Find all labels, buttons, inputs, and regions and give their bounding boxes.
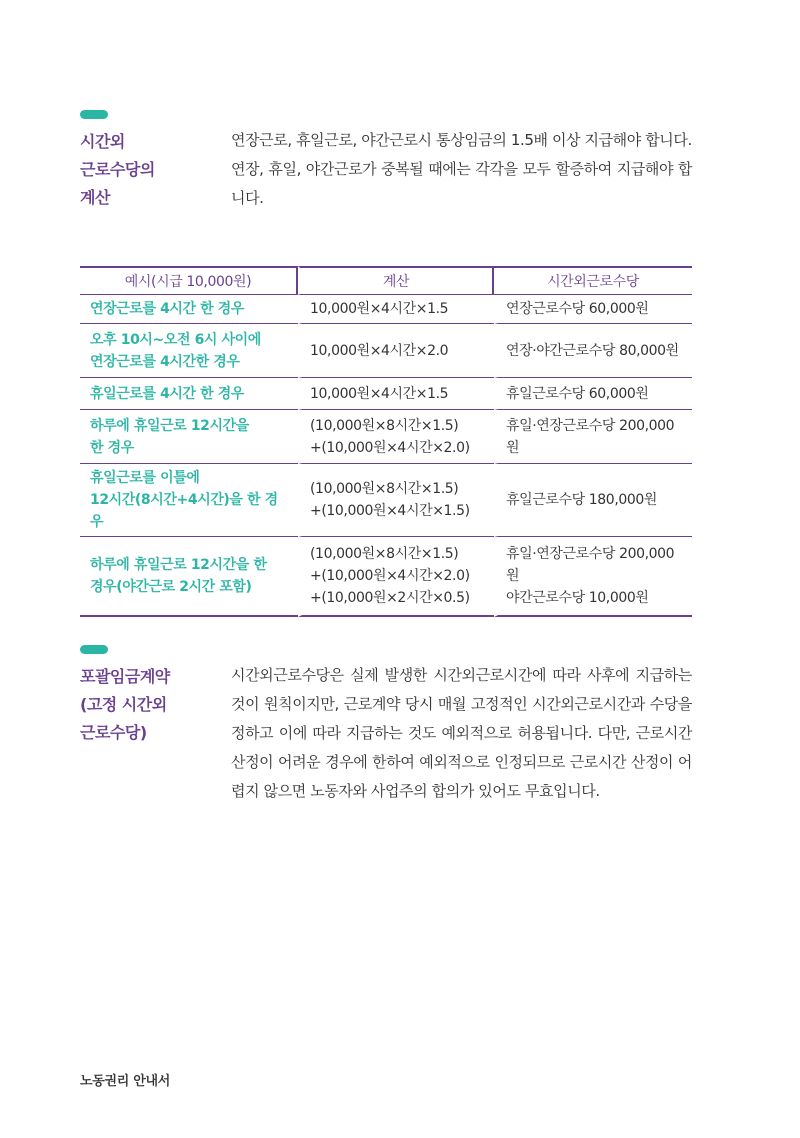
section-body-inclusive-wage: [231, 661, 692, 806]
table-row: [80, 295, 692, 324]
section-body-overtime-calc: [231, 126, 692, 213]
example-cell: 휴일근로를 이틀에 12시간(8시간+4시간)을 한 경우: [80, 464, 298, 537]
table-row: [80, 324, 692, 378]
table-row: [80, 378, 692, 410]
column-header-calculation: 계산: [298, 266, 494, 295]
section-marker-pill: [80, 110, 108, 119]
calculation-cell: (10,000원×8시간×1.5) +(10,000원×4시간×1.5): [298, 464, 494, 537]
example-cell: 연장근로를 4시간 한 경우: [80, 295, 298, 324]
section-marker-pill: [80, 645, 108, 654]
calculation-cell: (10,000원×8시간×1.5) +(10,000원×4시간×2.0) +(10,000원×2시간×0.5): [298, 537, 494, 617]
table-row: [80, 537, 692, 617]
allowance-cell: 휴일근로수당 60,000원: [494, 378, 692, 410]
example-cell: 하루에 휴일근로 12시간을 한 경우(야간근로 2시간 포함): [80, 537, 298, 617]
paragraph: 연장근로, 휴일근로, 야간근로시 통상임금의 1.5배 이상 지급해야 합니다.: [231, 131, 692, 149]
example-cell: 오후 10시~오전 6시 사이에 연장근로를 4시간한 경우: [80, 324, 298, 378]
column-header-allowance: 시간외근로수당: [494, 266, 692, 295]
section-title-overtime-calc: 시간외 근로수당의 계산: [80, 132, 155, 207]
example-cell: 휴일근로를 4시간 한 경우: [80, 378, 298, 410]
column-header-example: 예시(시급 10,000원): [80, 266, 298, 295]
allowance-cell: 휴일·연장근로수당 200,000원: [494, 410, 692, 464]
allowance-cell: 휴일·연장근로수당 200,000원 야간근로수당 10,000원: [494, 537, 692, 617]
section-title-inclusive-wage: 포괄임금계약 (고정 시간외 근로수당): [80, 667, 170, 742]
allowance-cell: 휴일근로수당 180,000원: [494, 464, 692, 537]
footer-title: 노동권리 안내서: [80, 1074, 171, 1089]
paragraph: 연장, 휴일, 야간근로가 중복될 때에는 각각을 모두 할증하여 지급해야 합니다.: [231, 160, 692, 207]
calculation-cell: 10,000원×4시간×2.0: [298, 324, 494, 378]
calculation-cell: 10,000원×4시간×1.5: [298, 378, 494, 410]
table-header-row: [80, 266, 692, 295]
overtime-calculation-table: [80, 266, 692, 617]
table-row: [80, 410, 692, 464]
example-cell: 하루에 휴일근로 12시간을 한 경우: [80, 410, 298, 464]
allowance-cell: 연장·야간근로수당 80,000원: [494, 324, 692, 378]
table-row: [80, 464, 692, 537]
calculation-cell: 10,000원×4시간×1.5: [298, 295, 494, 324]
paragraph: 시간외근로수당은 실제 발생한 시간외근로시간에 따라 사후에 지급하는 것이 원칙이지만, 근로계약 당시 매월 고정적인 시간외근로시간과 수당을 정하고 이에 따라 지급하는 것도 예외적으로 허용됩니다. 다만, 근로시간 산정이 어려운 경우에 한하여 예외적으로 인정되므로 근로시간 산정이 어렵지 않으면 노동자와 사업주의 합의가 있어도 무효입니다.: [231, 666, 692, 800]
allowance-cell: 연장근로수당 60,000원: [494, 295, 692, 324]
calculation-cell: (10,000원×8시간×1.5) +(10,000원×4시간×2.0): [298, 410, 494, 464]
